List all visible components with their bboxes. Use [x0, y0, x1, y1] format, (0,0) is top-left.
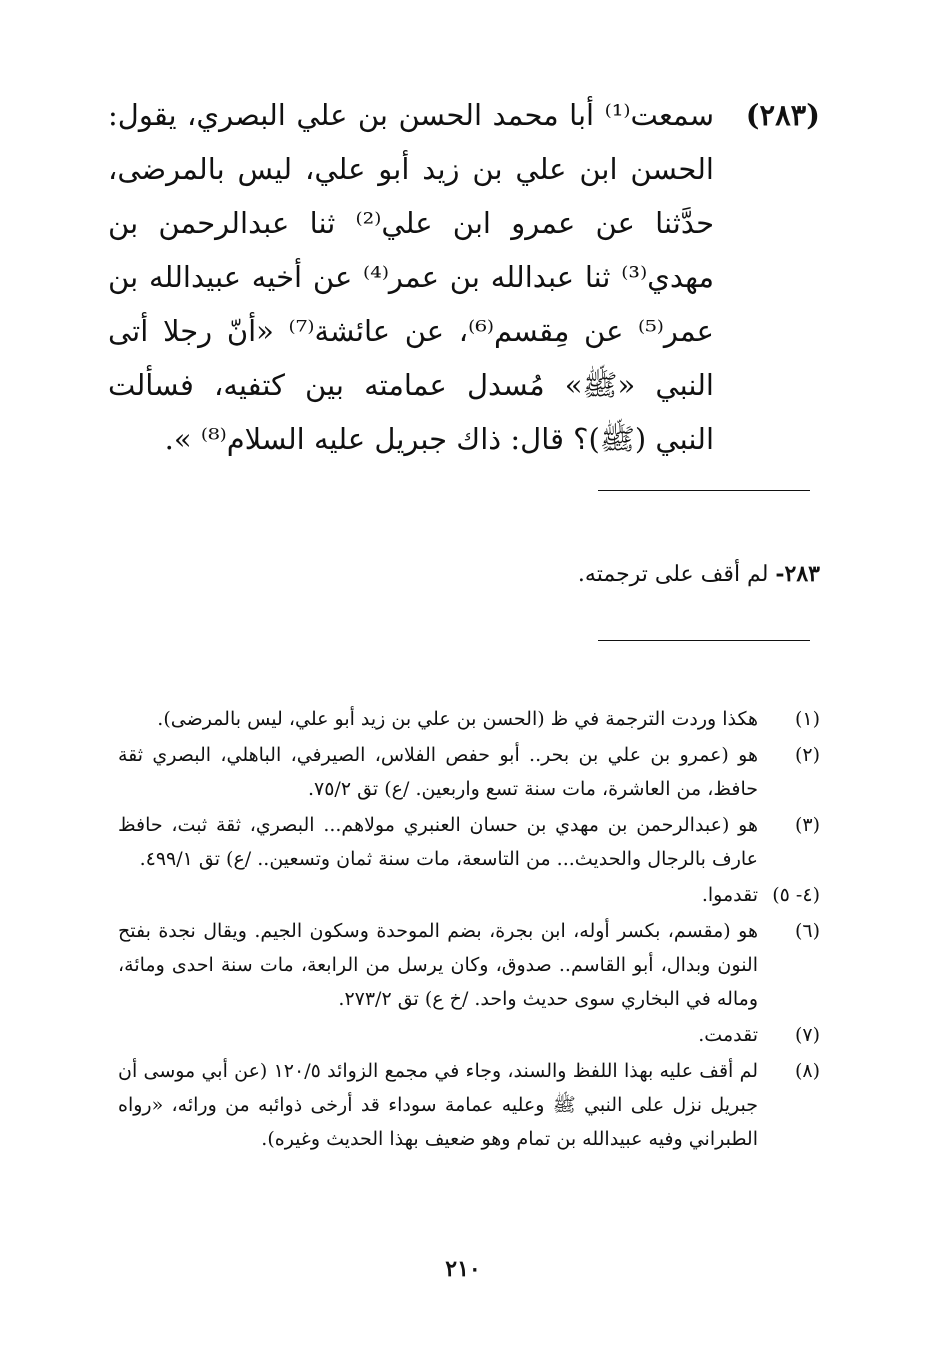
footnote-text: هكذا وردت الترجمة في ظ (الحسن بن علي بن زيد أبو علي، ليس بالمرضى). [157, 708, 758, 730]
footnote-item [118, 738, 820, 806]
footnote-label: (٢) [794, 744, 820, 766]
biography-note-text: لم أقف على ترجمته. [577, 562, 769, 587]
footnote-item [118, 702, 820, 736]
biography-note [578, 554, 820, 595]
separator-line [598, 640, 810, 641]
footnote-text: لم أقف عليه بهذا اللفظ والسند، وجاء في مجمع الزوائد ١٢٠/٥ (عن أبي موسى أن جبريل نزل على النبي ﷺ وعليه عمامة سوداء قد أرخى ذوائبه من ورائه، «رواه الطبراني وفيه عبيدالله بن تمام وهو ضعيف بهذا الحديث وغيره). [118, 1060, 759, 1150]
footnote-label: (٣) [794, 814, 820, 836]
footnote-label: (٤- ٥) [772, 884, 820, 906]
footnote-item [118, 1018, 820, 1052]
footnote-text: هو (عمرو بن علي بن بحر.. أبو حفص الفلاس، الصيرفي، الباهلي، البصري ثقة حافظ، من العاشرة، مات سنة تسع واربعين. /ع) تق ٧٥/٢. [118, 744, 758, 800]
footnote-item [118, 914, 820, 1016]
footnote-text: تقدمت. [698, 1024, 758, 1046]
hadith-block [108, 88, 820, 466]
footnote-text: هو (عبدالرحمن بن مهدي بن حسان العنبري مولاهم... البصري، ثقة ثبت، حافظ عارف بالرجال والحديث... من التاسعة، مات سنة ثمان وتسعين.. /ع) تق ٤٩٩/١. [118, 814, 758, 870]
footnote-label: (١) [794, 708, 820, 730]
biography-note-number: ٢٨٣- [775, 561, 820, 587]
footnote-item [118, 1054, 820, 1156]
page-number: ٢١٠ [445, 1256, 481, 1282]
footnote-text: تقدموا. [701, 884, 758, 906]
footnote-item [118, 808, 820, 876]
footnote-label: (٦) [794, 920, 820, 942]
footnotes [118, 702, 820, 1158]
footnote-item [118, 878, 820, 912]
hadith-number: (٢٨٣) [745, 98, 820, 132]
footnote-label: (٧) [794, 1024, 820, 1046]
footnote-label: (٨) [794, 1060, 820, 1082]
hadith-text: سمعت⁽¹⁾ أبا محمد الحسن بن علي البصري، يقول: الحسن ابن علي بن زيد أبو علي، ليس بالمرضى، حدَّثنا عن عمرو ابن علي⁽²⁾ ثنا عبدالرحمن بن مهدي⁽³⁾ ثنا عبدالله بن عمر⁽⁴⁾ عن أخيه عبيدالله بن عمر⁽⁵⁾ عن مِقسم⁽⁶⁾، عن عائشة⁽⁷⁾ «أنّ رجلا أتى النبي «ﷺ» مُسدل عمامته بين كتفيه، فسألت النبي (ﷺ)؟ قال: ذاك جبريل عليه السلام⁽⁸⁾ ». [108, 98, 715, 456]
footnote-text: هو (مقسم، بكسر أوله، ابن بجرة، بضم الموحدة وسكون الجيم. ويقال نجدة بفتح النون وبدال، أبو القاسم.. صدوق، وكان يرسل من الرابعة، مات سنة احدى ومائة، وماله في البخاري سوى حديث واحد. /خ ع) تق ٢٧٣/٢. [118, 920, 758, 1010]
separator-line [598, 490, 810, 491]
